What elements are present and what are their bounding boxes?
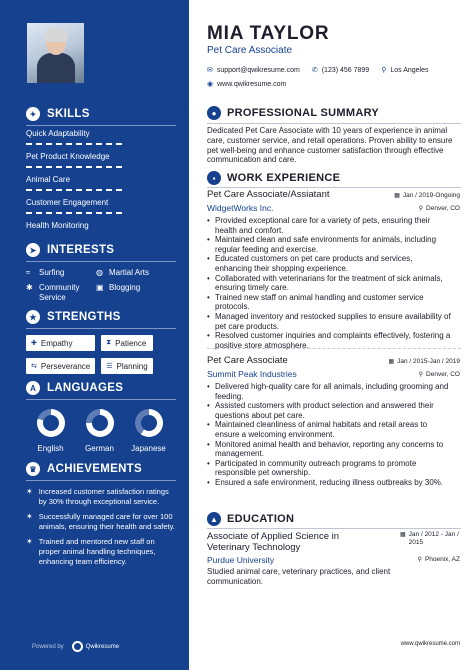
- powered-by: Powered by Qwikresume: [32, 641, 119, 652]
- interests-title: INTERESTS: [47, 244, 115, 256]
- strength-chip: ⧗ Patience: [101, 335, 152, 351]
- graduation-cap-icon: ▲: [207, 512, 221, 526]
- candidate-name: MIA TAYLOR: [207, 23, 330, 44]
- website-link[interactable]: www.qwikresume.com: [217, 80, 287, 88]
- location: Los Angeles: [390, 66, 429, 74]
- education-location: ⚲ Phoenix, AZ: [417, 556, 460, 563]
- interest-item: ▣ Blogging: [96, 283, 141, 292]
- achievement-item: ✶ Trained and mentored new staff on proper animal handling techniques, enhancing team efficiency.: [26, 537, 156, 566]
- summary-header: ● PROFESSIONAL SUMMARY: [207, 106, 379, 120]
- skill-bar: [26, 166, 122, 168]
- strengths-section: [26, 309, 176, 374]
- skills-title: SKILLS: [47, 108, 90, 120]
- skill-item: Quick Adaptability: [26, 129, 176, 152]
- job-title: Pet Care Associate: [207, 355, 288, 366]
- email-icon: ✉: [207, 67, 213, 74]
- skill-bar: [26, 143, 122, 145]
- handshake-icon: ✚: [31, 340, 37, 347]
- interest-item: ✱ Community Service: [26, 283, 80, 302]
- chat-icon: ▣: [96, 283, 104, 292]
- interest-item: ◍ Martial Arts: [96, 268, 150, 277]
- people-icon: ✱: [26, 283, 33, 292]
- job-location: ⚲ Denver, CO: [418, 205, 460, 212]
- sparkle-icon: ✶: [26, 512, 33, 522]
- calendar-icon: ▦: [394, 193, 400, 199]
- translate-icon: A: [26, 381, 40, 395]
- phone[interactable]: (123) 456 7899: [321, 66, 370, 74]
- sidebar: [0, 0, 189, 670]
- skill-item: Pet Product Knowledge: [26, 152, 176, 175]
- language-ring: [37, 409, 65, 437]
- list-icon: ☰: [106, 363, 113, 370]
- language-ring: [135, 409, 163, 437]
- job-bullets: • Provided exceptional care for a variety of pets, ensuring their health and comfort. • Maintained clean and safe environments for animals, including regular feeding and exercise. • Educated customers on pet care products and services, enhancing their shopping experience. • Collaborated with veterinarians for the treatment of sick animals, ensuring timely care. • Trained new staff on animal handling and customer service protocols. • Managed inventory and restocked supplies to ensure availability of pet care products. • Resolved customer inquiries and complaints effectively, fostering a positive store atmosphere.: [207, 216, 451, 350]
- achievements-title: ACHIEVEMENTS: [47, 463, 142, 475]
- interests-section: [26, 242, 176, 303]
- website-line: [207, 80, 286, 88]
- strength-chip: ⇆ Perseverance: [26, 358, 95, 374]
- arrows-icon: ⇆: [31, 363, 37, 370]
- job-dates: ▦ Jan / 2019-Ongoing: [394, 192, 460, 199]
- sparkle-icon: ✶: [26, 537, 33, 547]
- calendar-icon: ▦: [388, 359, 395, 365]
- education-text: Studied animal care, veterinary practices, and client communication.: [207, 567, 391, 586]
- email[interactable]: support@qwikresume.com: [216, 66, 300, 74]
- pin-icon: ⚲: [418, 206, 424, 212]
- candidate-role: Pet Care Associate: [207, 45, 293, 56]
- star-icon: ★: [26, 310, 40, 324]
- qwikresume-logo-icon: [72, 641, 83, 652]
- language-item: Japanese: [124, 409, 173, 453]
- phone-icon: ✆: [311, 67, 318, 74]
- footer-website[interactable]: www.qwikresume.com: [400, 641, 460, 647]
- skill-item: Customer Engagement: [26, 198, 176, 221]
- skill-bar: [26, 212, 122, 214]
- skill-item: Health Monitoring: [26, 221, 89, 230]
- location-icon: ⚲: [381, 67, 387, 74]
- language-item: German: [75, 409, 124, 453]
- education-header: ▲ EDUCATION: [207, 512, 294, 526]
- school: Purdue University: [207, 555, 275, 565]
- achievement-item: ✶ Successfully managed care for over 100 animals, ensuring their health and safety.: [26, 512, 175, 531]
- profile-photo: [27, 23, 84, 83]
- achievement-item: ✶ Increased customer satisfaction ratings by 30% through exceptional service.: [26, 487, 169, 506]
- strength-chip: ☰ Planning: [101, 358, 152, 374]
- languages-section: [26, 380, 176, 453]
- job-company: WidgetWorks Inc.: [207, 203, 274, 213]
- pin-icon: ⚲: [418, 372, 424, 378]
- languages-title: LANGUAGES: [47, 382, 124, 394]
- strengths-title: STRENGTHS: [47, 311, 121, 323]
- wave-icon: ≈: [26, 268, 31, 277]
- summary-text: Dedicated Pet Care Associate with 10 years of experience in animal care, customer service, and retail operations. Proven ability to ensure pet well-being and enhance customer satisfaction through effective communication and care.: [207, 126, 453, 165]
- skill-item: Animal Care: [26, 175, 176, 198]
- experience-header: ▪ WORK EXPERIENCE: [207, 171, 340, 185]
- strength-chip: ✚ Empathy: [26, 335, 95, 351]
- language-item: English: [26, 409, 75, 453]
- paper-plane-icon: ➤: [26, 243, 40, 257]
- skill-bar: [26, 189, 122, 191]
- hourglass-icon: ⧗: [106, 339, 112, 346]
- education-dates: ▦ Jan / 2012 - Jan / 2015: [400, 531, 459, 546]
- interest-item: ≈ Surfing: [26, 268, 65, 277]
- job-location: ⚲ Denver, CO: [418, 371, 460, 378]
- language-ring: [86, 409, 114, 437]
- achievements-section: [26, 461, 176, 566]
- sparkle-icon: ✶: [26, 487, 33, 496]
- contact-line: [207, 66, 429, 74]
- person-icon: ●: [207, 106, 221, 120]
- skills-section: [26, 106, 176, 244]
- globe-icon: ◍: [96, 268, 103, 277]
- degree: Associate of Applied Science in Veterinary Technology: [207, 531, 340, 553]
- lightbulb-icon: ✦: [26, 107, 40, 121]
- globe-icon: ◉: [207, 81, 214, 88]
- job-title: Pet Care Associate/Assiatant: [207, 189, 330, 200]
- job-company: Summit Peak Industries: [207, 369, 297, 379]
- briefcase-icon: ▪: [207, 171, 221, 185]
- trophy-icon: ♛: [26, 462, 40, 476]
- calendar-icon: ▦: [400, 532, 406, 538]
- job-bullets: • Delivered high-quality care for all animals, including grooming and feeding. • Assisted customers with product selection and answered their questions about pet care. • Maintained cleanliness of animal habitats and retail areas to ensure a welcoming environment. • Monitored animal health and behavior, reporting any concerns to management. • Participated in community outreach programs to promote responsible pet ownership. • Ensured a safe environment, reducing illness outbreaks by 30%.: [207, 382, 451, 488]
- pin-icon: ⚲: [417, 557, 422, 563]
- job-dates: ▦ Jan / 2015-Jan / 2019: [388, 358, 460, 365]
